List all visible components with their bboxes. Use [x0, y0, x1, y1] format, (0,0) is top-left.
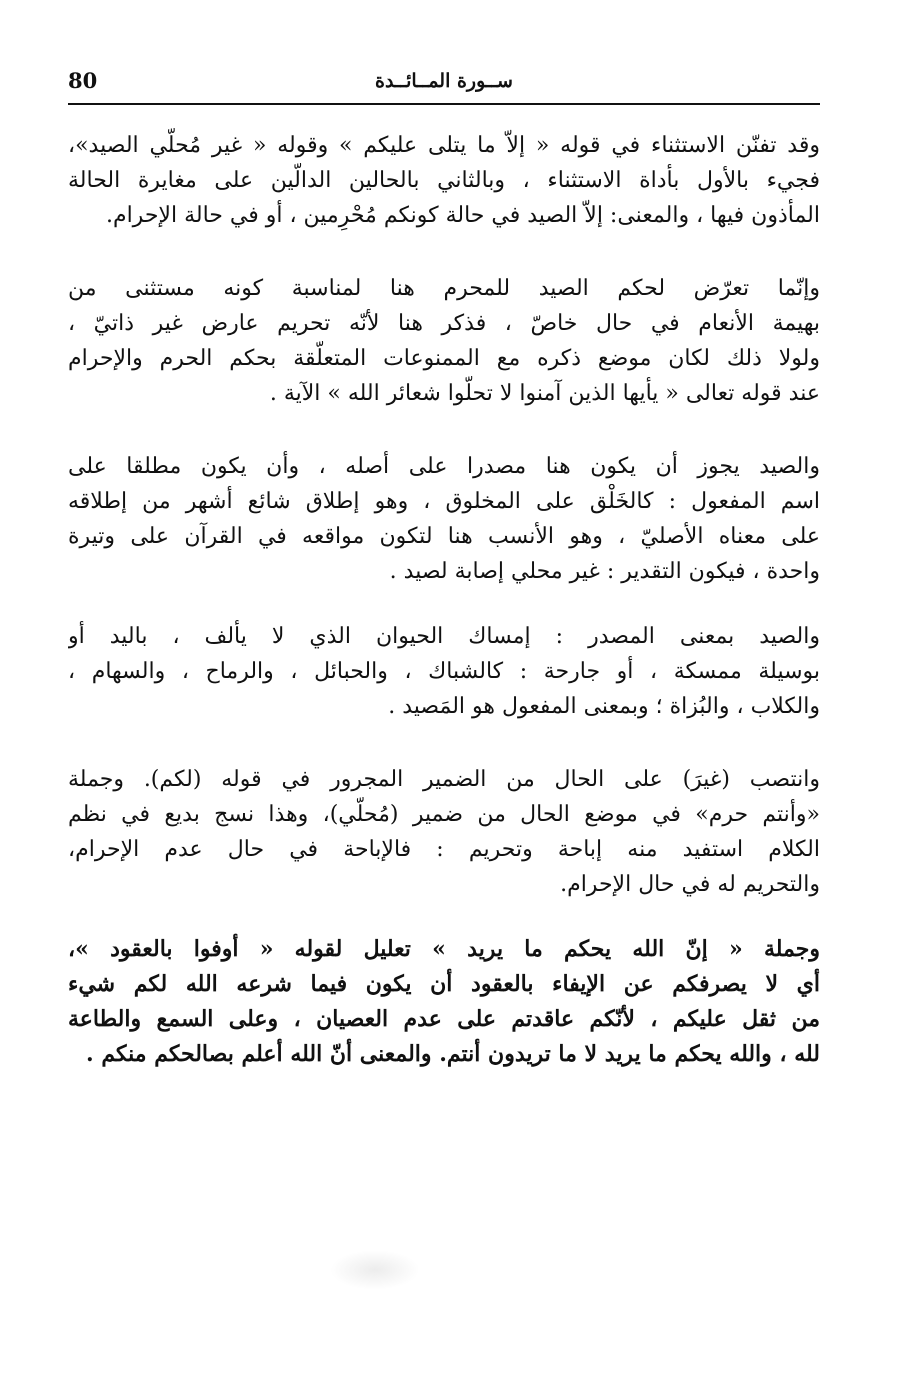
running-title: ســورة المــائــدة [375, 70, 513, 92]
text-line: بهيمة الأنعام في حال خاصّ ، فذكر هنا لأنّه تحريم عارض غير ذاتيّ ، [68, 311, 820, 336]
paragraph-2 [68, 271, 820, 411]
text-line: وقد تفنّن الاستثناء في قوله « إلاّ ما يتلى عليكم » وقوله « غير مُحلّي الصيد»، [68, 133, 820, 158]
paragraph-4 [68, 619, 820, 724]
text-line: بوسيلة ممسكة ، أو جارحة : كالشباك ، والحبائل ، والرماح ، والسهام ، [68, 659, 820, 684]
text-line: «وأنتم حرم» في موضع الحال من ضمير (مُحلّي)، وهذا نسج بديع في نظم [68, 802, 820, 827]
paragraph-gap [68, 902, 820, 932]
header-rule [68, 103, 820, 105]
text-line: أي لا يصرفكم عن الإيفاء بالعقود أن يكون فيما شرعه الله لكم شيء [68, 971, 820, 997]
text-line: على معناه الأصليّ ، وهو الأنسب هنا لتكون مواقعه في القرآن على وتيرة [68, 524, 820, 549]
paragraph-gap [68, 233, 820, 271]
scan-smudge [330, 1250, 420, 1290]
paragraph-gap [68, 724, 820, 762]
text-line: لله ، والله يحكم ما يريد لا ما تريدون أنتم. والمعنى أنّ الله أعلم بصالحكم منكم . [86, 1041, 820, 1067]
text-line: وجملة « إنّ الله يحكم ما يريد » تعليل لقوله « أوفوا بالعقود »، [68, 936, 820, 962]
text-line: وإنّما تعرّض لحكم الصيد للمحرم هنا لمناسبة كونه مستثنى من [68, 276, 820, 301]
paragraph-6 [68, 932, 820, 1072]
page-number: 80 [68, 68, 98, 93]
text-line: ولولا ذلك لكان موضع ذكره مع الممنوعات المتعلّقة بحكم الحرم والإحرام [68, 346, 820, 371]
text-line: واحدة ، فيكون التقدير : غير محلي إصابة لصيد . [389, 559, 820, 584]
text-line: فجيء بالأول بأداة الاستثناء ، وبالثاني بالحالين الدالّين على مغايرة الحالة [68, 168, 820, 193]
text-line: والتحريم له في حال الإحرام. [560, 872, 820, 897]
text-line: الكلام استفيد منه إباحة وتحريم : فالإباحة في حال عدم الإحرام، [68, 837, 820, 862]
paragraph-gap [68, 411, 820, 449]
text-line: المأذون فيها ، والمعنى: إلاّ الصيد في حالة كونكم مُحْرِمين ، أو في حالة الإحرام. [105, 203, 820, 228]
paragraph-5 [68, 762, 820, 902]
text-line: وانتصب (غيرَ) على الحال من الضمير المجرور في قوله (لكم). وجملة [68, 767, 820, 792]
text-line: اسم المفعول : كالخَلْق على المخلوق ، وهو إطلاق شائع أشهر من إطلاقه [68, 489, 820, 514]
text-line: والصيد بمعنى المصدر : إمساك الحيوان الذي لا يألف ، باليد أو [68, 624, 820, 649]
paragraph-1 [68, 128, 820, 233]
text-line: والصيد يجوز أن يكون هنا مصدرا على أصله ، وأن يكون مطلقا على [68, 454, 820, 479]
text-line: والكلاب ، والبُزاة ؛ وبمعنى المفعول هو المَصيد . [388, 694, 820, 719]
paragraph-3 [68, 449, 820, 589]
body-text [68, 128, 820, 1072]
page-header [68, 66, 820, 102]
paragraph-gap [68, 589, 820, 619]
text-line: عند قوله تعالى « يأيها الذين آمنوا لا تحلّوا شعائر الله » الآية . [269, 381, 820, 406]
text-line: من ثقل عليكم ، لأنّكم عاقدتم على عدم العصيان ، وعلى السمع والطاعة [68, 1006, 820, 1032]
